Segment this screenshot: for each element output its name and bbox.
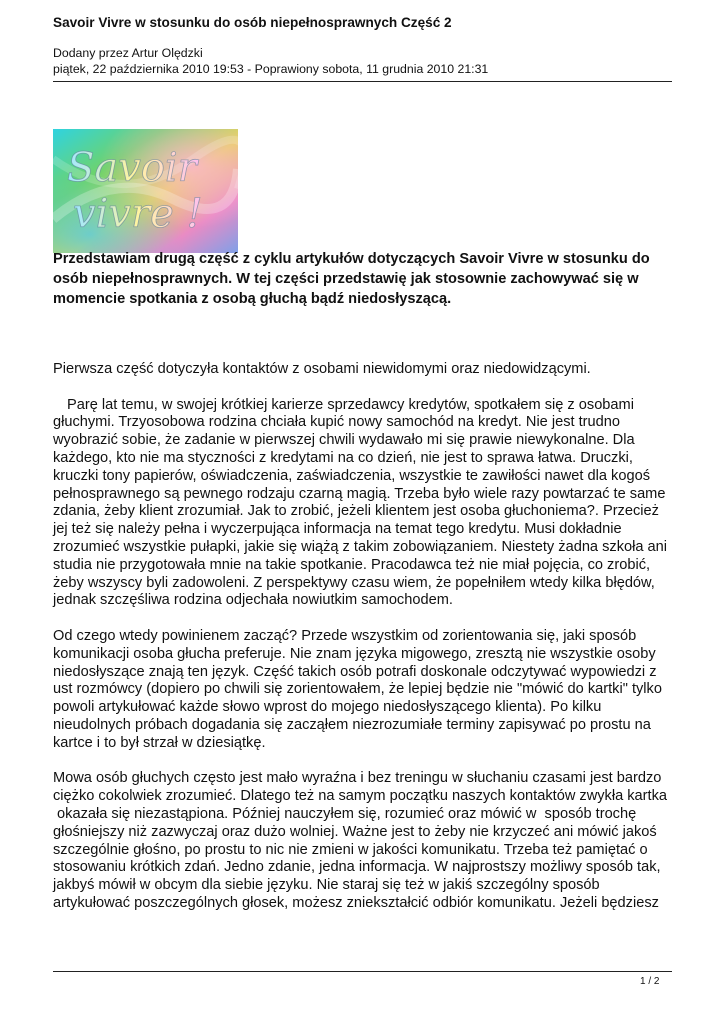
text-line: okazała się niezastąpiona. Później nauczyłem się, rozumieć oraz mówić w sposób trochę <box>53 805 637 822</box>
text-line: zdania, żeby klient zrozumiał. Jak to zrobić, jeżeli klientem jest osoba głuchoniema?. Przecież <box>53 503 659 520</box>
author-line: Dodany przez Artur Olędzki <box>53 46 203 60</box>
text-line: głuchymi. Trzyosobowa rodzina chciała kupić nowy samochód na kredyt. Nie jest trudno <box>53 414 620 431</box>
text-line: jakbyś mówił w obcym dla siebie języku. Nie staraj się też w jakiś szczególny sposób <box>53 877 600 894</box>
text-line: pełnosprawnego są pewnego rodzaju czarną magią. Trzeba było wiele razy powtarzać te same <box>53 485 666 502</box>
text-line: stosowaniu krótkich zdań. Jedno zdanie, jedna informacja. W najprostszy możliwy sposób tak, <box>53 859 661 876</box>
page-number: 1 / 2 <box>640 976 660 987</box>
text-line: komunikacji osoba głucha preferuje. Nie znam języka migowego, zresztą nie wszystkie osoby <box>53 645 656 662</box>
text-line: ust rozmówcy (dopiero po chwili się zorientowałem, że lepiej będzie nie "mówić do kartki" tylko <box>53 681 662 698</box>
lead-line: momencie spotkania z osobą głuchą bądź niedosłyszącą. <box>53 291 452 307</box>
text-line: kartce i to był strzał w dziesiątkę. <box>53 734 266 751</box>
text-line: Parę lat temu, w swojej krótkiej karierze sprzedawcy kredytów, spotkałem się z osobami <box>67 396 634 413</box>
text-line: wyobrazić sobie, że zadanie w pierwszej chwili wydawało mi się prawie niewykonalne. Dla <box>53 432 635 449</box>
text-line: jej też się należy pełna i wyczerpująca informacja na temat tego kredytu. Musi dokładnie <box>53 521 622 538</box>
text-line: Mowa osób głuchych często jest mało wyraźna i bez treningu w słuchaniu czasami jest bardzo <box>53 770 662 787</box>
text-line: szczególnie głośno, po prostu to nic nie zmieni w jakości komunikatu. Trzeba też pamiętać o <box>53 841 648 858</box>
document-title: Savoir Vivre w stosunku do osób niepełnosprawnych Część 2 <box>53 15 452 30</box>
savoir-vivre-image <box>53 129 238 253</box>
paragraph-intro <box>53 361 678 379</box>
paragraph-communication <box>53 628 678 753</box>
paragraph-speech <box>53 770 678 912</box>
lead-line: Przedstawiam drugą część z cyklu artykułów dotyczących Savoir Vivre w stosunku do <box>53 251 650 267</box>
text-line: zrozumieć wszystkie pułapki, jakie się wiążą z takim zobowiązaniem. Niestety żadna szkoła ani <box>53 538 667 555</box>
header-divider <box>53 81 672 82</box>
text-line: żeby wszyscy byli zadowoleni. Z perspektywy czasu wiem, że popełniłem wtedy kilka błędów, <box>53 574 655 591</box>
lead-paragraph <box>53 249 678 309</box>
text-line: kruczki tony papierów, oświadczenia, zaświadczenia, wszystkie te zawiłości nawet dla kogoś <box>53 467 650 484</box>
text-line: nieudolnych próbach dogadania się zacząłem niezrozumiałe terminy zapisywać po prostu na <box>53 716 651 733</box>
document-meta <box>53 45 488 77</box>
text-line: artykułować poszczególnych głosek, możesz zniekształcić odbiór komunikatu. Jeżeli będziesz <box>53 894 659 911</box>
text-line: głośniejszy niż zazwyczaj oraz dużo wolniej. Ważne jest to żeby nie krzyczeć ani mówić jakoś <box>53 823 657 840</box>
paragraph-story <box>53 397 678 611</box>
text-line: niedosłyszące znają ten język. Część takich osób potrafi doskonale odczytywać wypowiedzi z <box>53 663 657 680</box>
text-line: jednak szczęśliwa rodzina odjechała nowiutkim samochodem. <box>53 592 453 609</box>
article-body <box>53 361 678 931</box>
lead-line: osób niepełnosprawnych. W tej części przedstawię jak stosownie zachowywać się w <box>53 271 639 287</box>
image-text-line2: vivre ! <box>73 191 203 237</box>
text-line: każdego, kto nie ma styczności z kredytami na co dzień, nie jest to sprawa łatwa. Druczki, <box>53 449 633 466</box>
text-line: Pierwsza część dotyczyła kontaktów z osobami niewidomymi oraz niedowidzącymi. <box>53 361 591 377</box>
image-text-line1: Savoir <box>67 145 197 191</box>
footer-divider <box>53 971 672 972</box>
text-line: ciężko cokolwiek zrozumieć. Dlatego też na samym początku naszych kontaktów zwykła kartka <box>53 788 667 805</box>
text-line: Od czego wtedy powinienem zacząć? Przede wszystkim od zorientowania się, jaki sposób <box>53 627 637 644</box>
text-line: powoli artykułować każde słowo wprost do mojego niedosłyszącego klienta). Po kilku <box>53 699 602 716</box>
date-line: piątek, 22 października 2010 19:53 - Poprawiony sobota, 11 grudnia 2010 21:31 <box>53 62 489 76</box>
text-line: studia nie przygotowała mnie na takie spotkanie. Pracodawca też nie miał pojęcia, co zrobić, <box>53 556 651 573</box>
